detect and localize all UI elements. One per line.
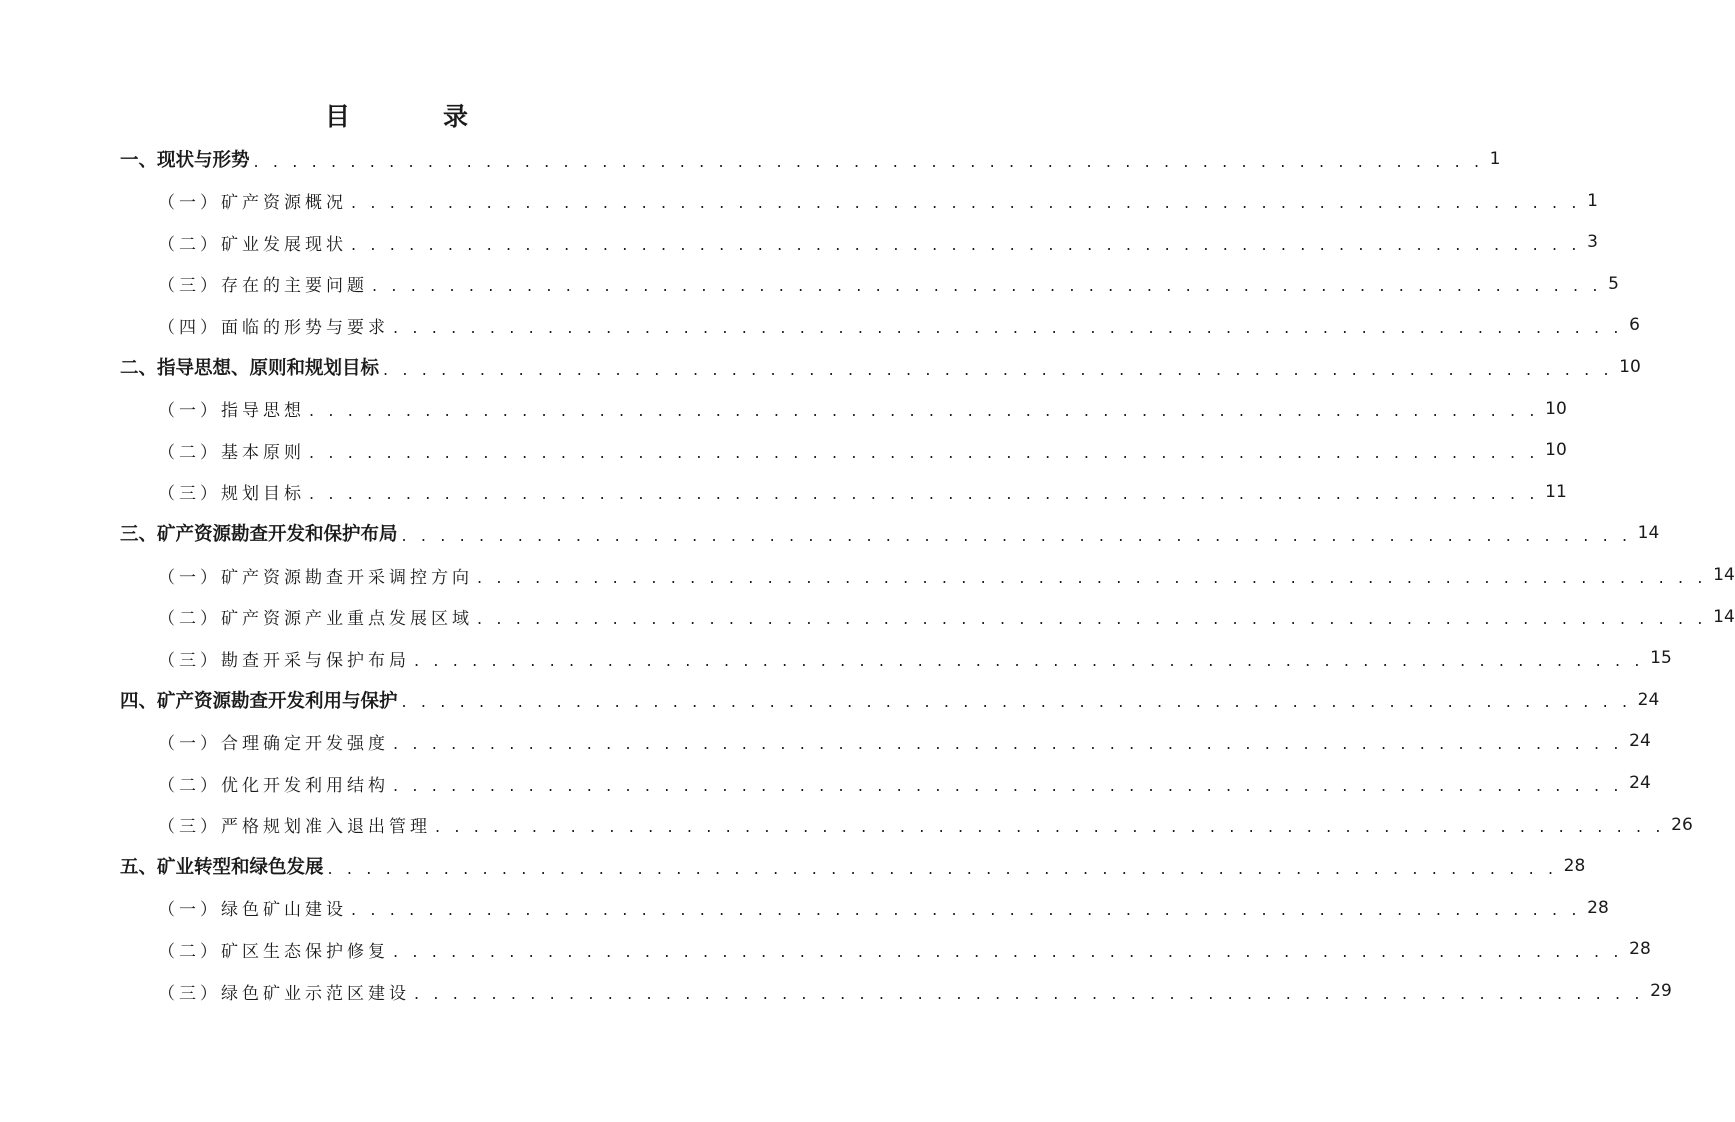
toc-entry[interactable] [120, 347, 1641, 387]
toc-entry-title: （二）基本原则 [158, 442, 305, 463]
toc-dot-leader: . . . . . . . . . . . . . . . . . . . . . . . . . . . . . . . . . . . . . . . . . . . . . . . . . . . . . . . . . . . . . . . . [327, 858, 1558, 878]
toc-dot-leader: . . . . . . . . . . . . . . . . . . . . . . . . . . . . . . . . . . . . . . . . . . . . . . . . . . . . . . . . . . . . . . . . [309, 401, 1540, 421]
toc-dot-leader: . . . . . . . . . . . . . . . . . . . . . . . . . . . . . . . . . . . . . . . . . . . . . . . . . . . . . . . . . . . . . . . . [383, 359, 1614, 379]
toc-entry-title: （三）规划目标 [158, 484, 305, 505]
toc-entry[interactable] [158, 929, 1651, 969]
toc-dot-leader: . . . . . . . . . . . . . . . . . . . . . . . . . . . . . . . . . . . . . . . . . . . . . . . . . . . . . . . . . . . . . . . . [477, 609, 1708, 629]
toc-entry-title: （二）优化开发利用结构 [158, 775, 389, 796]
toc-entry-title: 二、指导思想、原则和规划目标 [120, 358, 380, 379]
toc-entry-page-number: 3 [1587, 232, 1598, 253]
toc-entry[interactable] [158, 638, 1672, 678]
toc-entry[interactable] [120, 846, 1586, 886]
toc-entry-page-number: 14 [1713, 606, 1735, 627]
toc-entry[interactable] [158, 971, 1672, 1011]
toc-dot-leader: . . . . . . . . . . . . . . . . . . . . . . . . . . . . . . . . . . . . . . . . . . . . . . . . . . . . . . . . . . . . . . . . [253, 151, 1484, 171]
toc-entry-page-number: 5 [1608, 273, 1619, 294]
toc-entry-title: （二）矿区生态保护修复 [158, 941, 389, 962]
toc-entry[interactable] [158, 305, 1640, 345]
toc-dot-leader: . . . . . . . . . . . . . . . . . . . . . . . . . . . . . . . . . . . . . . . . . . . . . . . . . . . . . . . . . . . . . . . . [393, 317, 1624, 337]
toc-entry[interactable] [158, 763, 1651, 803]
toc-entry-page-number: 26 [1671, 814, 1693, 835]
toc-entry-page-number: 11 [1545, 481, 1567, 502]
toc-entry-page-number: 14 [1713, 565, 1735, 585]
toc-dot-leader: . . . . . . . . . . . . . . . . . . . . . . . . . . . . . . . . . . . . . . . . . . . . . . . . . . . . . . . . . . . . . . . . [351, 900, 1582, 920]
toc-dot-leader: . . . . . . . . . . . . . . . . . . . . . . . . . . . . . . . . . . . . . . . . . . . . . . . . . . . . . . . . . . . . . . . . [393, 775, 1624, 795]
toc-dot-leader: . . . . . . . . . . . . . . . . . . . . . . . . . . . . . . . . . . . . . . . . . . . . . . . . . . . . . . . . . . . . . . . . [309, 484, 1540, 504]
toc-entry-title: （二）矿产资源产业重点发展区域 [158, 609, 473, 630]
toc-entry-page-number: 10 [1619, 357, 1641, 377]
toc-entry-page-number: 24 [1637, 689, 1660, 710]
toc-entry[interactable] [120, 680, 1660, 720]
toc-entry-title: （三）绿色矿业示范区建设 [158, 983, 410, 1004]
toc-dot-leader: . . . . . . . . . . . . . . . . . . . . . . . . . . . . . . . . . . . . . . . . . . . . . . . . . . . . . . . . . . . . . . . . [351, 234, 1582, 254]
toc-entry-page-number: 29 [1650, 981, 1672, 1001]
toc-dot-leader: . . . . . . . . . . . . . . . . . . . . . . . . . . . . . . . . . . . . . . . . . . . . . . . . . . . . . . . . . . . . . . . . [351, 193, 1582, 213]
toc-entry-page-number: 24 [1629, 773, 1651, 793]
toc-dot-leader: . . . . . . . . . . . . . . . . . . . . . . . . . . . . . . . . . . . . . . . . . . . . . . . . . . . . . . . . . . . . . . . . [393, 733, 1624, 753]
toc-entry-page-number: 1 [1489, 149, 1501, 169]
toc-entry-title: （一）指导思想 [158, 401, 305, 422]
toc-dot-leader: . . . . . . . . . . . . . . . . . . . . . . . . . . . . . . . . . . . . . . . . . . . . . . . . . . . . . . . . . . . . . . . . [401, 525, 1632, 545]
toc-entry[interactable] [158, 264, 1619, 304]
toc-entry[interactable] [158, 721, 1651, 761]
toc-entry-title: （三）勘查开采与保护布局 [158, 650, 410, 671]
toc-entry-title: （一）绿色矿山建设 [158, 900, 347, 921]
toc-entry-page-number: 1 [1587, 190, 1598, 211]
toc-entry-title: 五、矿业转型和绿色发展 [120, 857, 324, 879]
toc-entry[interactable] [158, 888, 1609, 928]
toc-entry-page-number: 14 [1637, 523, 1660, 544]
toc-entry-page-number: 24 [1629, 731, 1651, 752]
toc-entry[interactable] [158, 430, 1567, 470]
toc-dot-leader: . . . . . . . . . . . . . . . . . . . . . . . . . . . . . . . . . . . . . . . . . . . . . . . . . . . . . . . . . . . . . . . . [309, 442, 1540, 462]
toc-entry[interactable] [158, 472, 1567, 512]
toc-entry-page-number: 10 [1545, 440, 1567, 461]
toc-dot-leader: . . . . . . . . . . . . . . . . . . . . . . . . . . . . . . . . . . . . . . . . . . . . . . . . . . . . . . . . . . . . . . . . [401, 692, 1632, 712]
toc-entry[interactable] [158, 805, 1693, 845]
toc-dot-leader: . . . . . . . . . . . . . . . . . . . . . . . . . . . . . . . . . . . . . . . . . . . . . . . . . . . . . . . . . . . . . . . . [393, 941, 1624, 961]
toc-entry-title: 四、矿产资源勘查开发利用与保护 [120, 690, 398, 712]
toc-dot-leader: . . . . . . . . . . . . . . . . . . . . . . . . . . . . . . . . . . . . . . . . . . . . . . . . . . . . . . . . . . . . . . . . [435, 817, 1666, 837]
toc-entry[interactable] [120, 139, 1501, 179]
toc-dot-leader: . . . . . . . . . . . . . . . . . . . . . . . . . . . . . . . . . . . . . . . . . . . . . . . . . . . . . . . . . . . . . . . . [477, 567, 1708, 587]
toc-entry-title: （三）存在的主要问题 [158, 276, 368, 297]
toc-entry[interactable] [158, 389, 1567, 429]
toc-entry-page-number: 28 [1587, 897, 1609, 918]
toc-entry-page-number: 15 [1650, 648, 1672, 669]
toc-entry[interactable] [158, 555, 1735, 595]
toc-entry-title: （一）合理确定开发强度 [158, 733, 389, 754]
toc-entry-title: 一、现状与形势 [120, 150, 250, 171]
toc-entry[interactable] [120, 513, 1660, 553]
toc-entry[interactable] [158, 597, 1735, 637]
toc-entry-title: 三、矿产资源勘查开发和保护布局 [120, 524, 398, 546]
toc-entry-page-number: 6 [1629, 315, 1640, 336]
toc-entry-title: （四）面临的形势与要求 [158, 317, 389, 338]
toc-entry-title: （二）矿业发展现状 [158, 234, 347, 255]
toc-entry[interactable] [158, 222, 1598, 262]
toc-entry-title: （三）严格规划准入退出管理 [158, 817, 431, 838]
toc-entry-page-number: 10 [1545, 398, 1567, 419]
toc-dot-leader: . . . . . . . . . . . . . . . . . . . . . . . . . . . . . . . . . . . . . . . . . . . . . . . . . . . . . . . . . . . . . . . . [414, 983, 1645, 1003]
toc-dot-leader: . . . . . . . . . . . . . . . . . . . . . . . . . . . . . . . . . . . . . . . . . . . . . . . . . . . . . . . . . . . . . . . . [372, 276, 1603, 296]
toc-entry-title: （一）矿产资源概况 [158, 193, 347, 214]
toc-entry-page-number: 28 [1629, 939, 1651, 960]
toc-entry-page-number: 28 [1563, 856, 1586, 877]
toc-entry-title: （一）矿产资源勘查开采调控方向 [158, 567, 473, 588]
toc-entry[interactable] [158, 181, 1598, 221]
toc-dot-leader: . . . . . . . . . . . . . . . . . . . . . . . . . . . . . . . . . . . . . . . . . . . . . . . . . . . . . . . . . . . . . . . . [414, 650, 1645, 670]
page-title: 目 录 [324, 102, 502, 131]
